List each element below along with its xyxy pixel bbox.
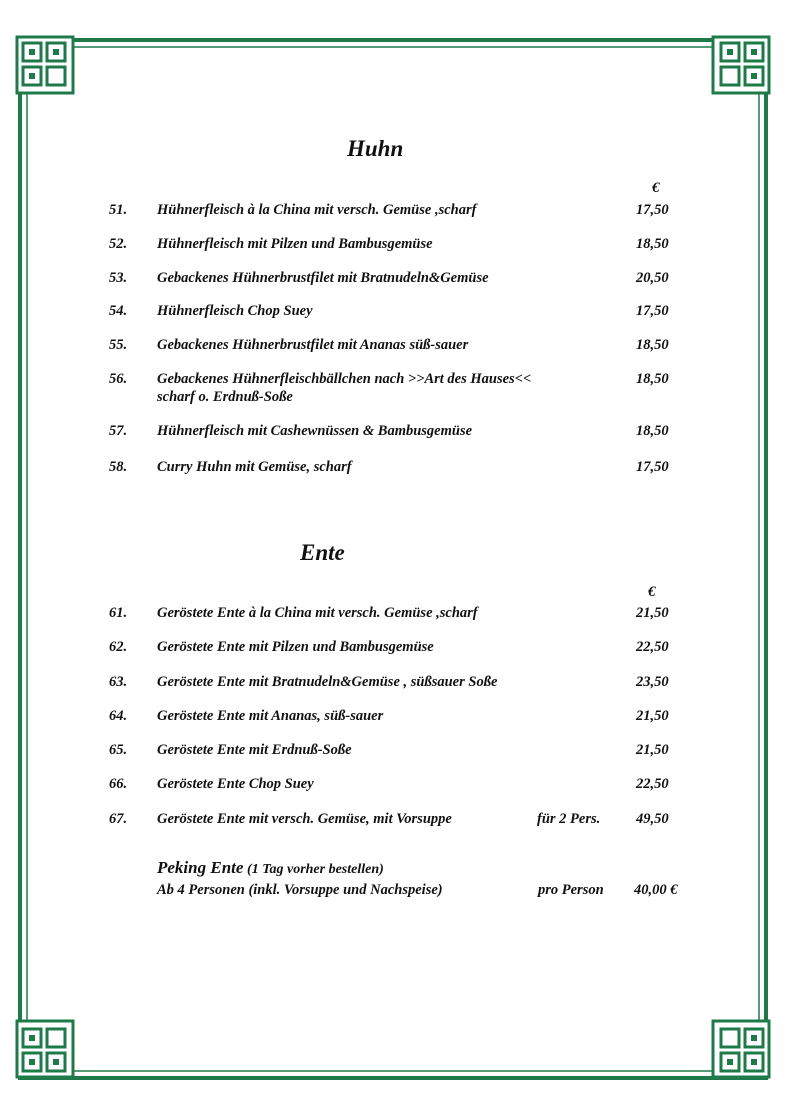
- item-description: Gebackenes Hühnerbrustfilet mit Bratnudeln&Gemüse: [157, 270, 489, 286]
- item-number: 67.: [109, 811, 128, 827]
- currency-header: €: [648, 584, 656, 600]
- menu-item: [0, 638, 786, 678]
- item-number: 65.: [109, 742, 128, 758]
- item-number: 62.: [109, 639, 128, 655]
- menu-item: [0, 458, 786, 498]
- item-number: 55.: [109, 337, 128, 353]
- item-serving-note: für 2 Pers.: [537, 811, 601, 827]
- item-price: 21,50: [636, 708, 669, 724]
- menu-item: [0, 810, 786, 850]
- currency-header: €: [652, 180, 660, 196]
- peking-description: Ab 4 Personen (inkl. Vorsuppe und Nachspeise): [157, 882, 443, 898]
- item-description: Geröstete Ente à la China mit versch. Gemüse ,scharf: [157, 605, 478, 621]
- peking-title: Peking Ente: [157, 858, 244, 877]
- item-description-line2: scharf o. Erdnuß-Soße: [157, 389, 293, 405]
- item-price: 18,50: [636, 337, 669, 353]
- item-number: 57.: [109, 423, 128, 439]
- item-number: 58.: [109, 459, 128, 475]
- menu-item: [0, 422, 786, 462]
- peking-ente-block: [0, 859, 786, 905]
- section-title-ente: Ente: [300, 540, 345, 565]
- item-price: 21,50: [636, 605, 669, 621]
- corner-knot-ornament: [17, 1021, 73, 1077]
- item-description: Hühnerfleisch mit Pilzen und Bambusgemüse: [157, 236, 433, 252]
- peking-serving-note: pro Person: [538, 882, 604, 898]
- item-description: Geröstete Ente Chop Suey: [157, 776, 314, 792]
- item-description: Hühnerfleisch Chop Suey: [157, 303, 313, 319]
- item-number: 52.: [109, 236, 128, 252]
- item-price: 18,50: [636, 236, 669, 252]
- item-description: Hühnerfleisch mit Cashewnüssen & Bambusgemüse: [157, 423, 473, 439]
- item-number: 64.: [109, 708, 128, 724]
- item-number: 66.: [109, 776, 128, 792]
- item-price: 17,50: [636, 202, 669, 218]
- corner-knot-ornament: [713, 37, 769, 93]
- item-number: 56.: [109, 371, 128, 387]
- item-price: 18,50: [636, 371, 669, 387]
- item-price: 22,50: [636, 776, 669, 792]
- item-description: Hühnerfleisch à la China mit versch. Gemüse ,scharf: [157, 202, 477, 218]
- peking-title-line: [157, 859, 384, 879]
- item-price: 49,50: [636, 811, 669, 827]
- peking-price: 40,00 €: [634, 882, 678, 898]
- menu-item: [0, 775, 786, 815]
- item-number: 53.: [109, 270, 128, 286]
- item-description: Geröstete Ente mit Bratnudeln&Gemüse , süßsauer Soße: [157, 674, 498, 690]
- item-number: 54.: [109, 303, 128, 319]
- item-price: 20,50: [636, 270, 669, 286]
- item-price: 23,50: [636, 674, 669, 690]
- item-price: 17,50: [636, 459, 669, 475]
- corner-knot-ornament: [17, 37, 73, 93]
- item-price: 21,50: [636, 742, 669, 758]
- corner-knot-ornament: [713, 1021, 769, 1077]
- section-title-huhn: Huhn: [347, 136, 404, 161]
- item-number: 63.: [109, 674, 128, 690]
- item-description: Geröstete Ente mit Pilzen und Bambusgemüse: [157, 639, 434, 655]
- item-number: 51.: [109, 202, 128, 218]
- peking-subtitle: (1 Tag vorher bestellen): [247, 862, 384, 877]
- menu-item: [0, 370, 786, 410]
- item-description: Geröstete Ente mit Erdnuß-Soße: [157, 742, 352, 758]
- item-price: 18,50: [636, 423, 669, 439]
- item-description: Geröstete Ente mit versch. Gemüse, mit Vorsuppe: [157, 811, 452, 827]
- item-number: 61.: [109, 605, 128, 621]
- item-description: Curry Huhn mit Gemüse, scharf: [157, 459, 352, 475]
- item-price: 17,50: [636, 303, 669, 319]
- item-description: Geröstete Ente mit Ananas, süß-sauer: [157, 708, 384, 724]
- item-description: Gebackenes Hühnerbrustfilet mit Ananas süß-sauer: [157, 337, 469, 353]
- item-description: Gebackenes Hühnerfleischbällchen nach >>Art des Hauses<<: [157, 371, 532, 387]
- item-price: 22,50: [636, 639, 669, 655]
